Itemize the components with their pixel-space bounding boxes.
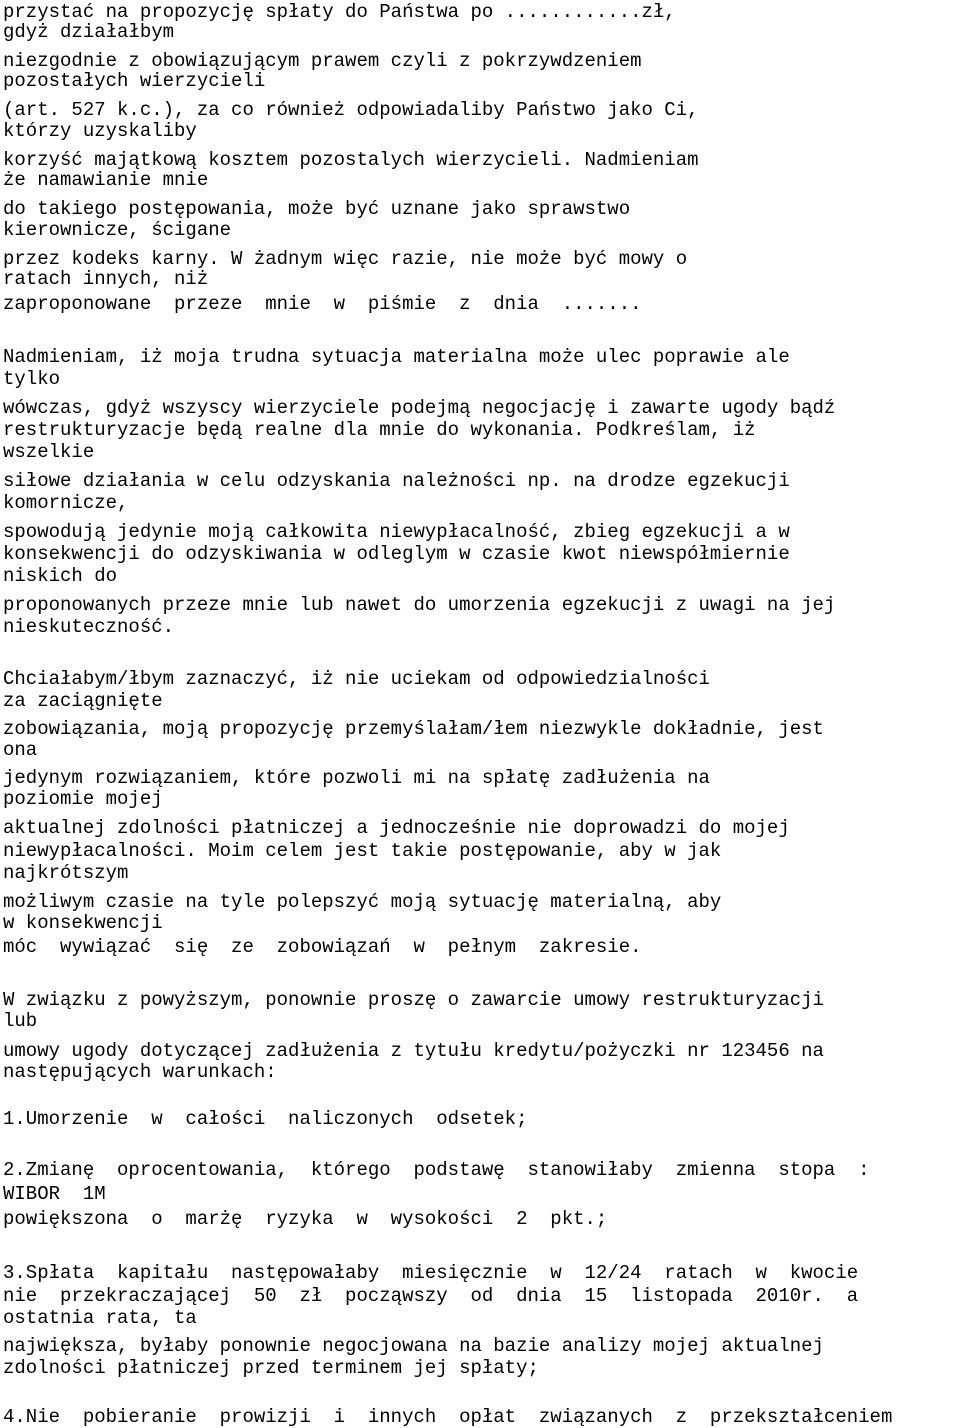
text-line: (art. 527 k.c.), za co również odpowiadaliby Państwo jako Ci, xyxy=(3,99,699,121)
text-line: że namawianie mnie xyxy=(3,169,209,191)
text-line: lub xyxy=(3,1010,38,1032)
text-line: którzy uzyskaliby xyxy=(3,120,197,142)
text-line: restrukturyzacje będą realne dla mnie do wykonania. Podkreślam, iż xyxy=(3,419,756,441)
text-line: niewypłacalności. Moim celem jest takie postępowanie, aby w jak xyxy=(3,840,722,862)
text-line: 3.Spłata kapitału następowałaby miesięcznie w 12/24 ratach w kwocie xyxy=(3,1262,859,1284)
text-line: ratach innych, niż xyxy=(3,268,209,290)
text-line: W związku z powyższym, ponownie proszę o zawarcie umowy restrukturyzacji xyxy=(3,989,824,1011)
text-line: 2.Zmianę oprocentowania, którego podstawę stanowiłaby zmienna stopa : xyxy=(3,1159,870,1181)
text-line: największa, byłaby ponownie negocjowana na bazie analizy mojej aktualnej xyxy=(3,1335,824,1357)
text-line: jedynym rozwiązaniem, które pozwoli mi na spłatę zadłużenia na xyxy=(3,767,710,789)
text-line: konsekwencji do odzyskiwania w odleglym w czasie kwot niewspółmiernie xyxy=(3,543,790,565)
text-line: kierownicze, ścigane xyxy=(3,219,232,241)
text-line: proponowanych przeze mnie lub nawet do umorzenia egzekucji z uwagi na jej xyxy=(3,594,836,616)
text-line: za zaciągnięte xyxy=(3,690,163,712)
text-line: niezgodnie z obowiązującym prawem czyli z pokrzywdzeniem xyxy=(3,50,642,72)
text-line: nie przekraczającej 50 zł począwszy od dnia 15 listopada 2010r. a xyxy=(3,1285,859,1307)
text-line: ostatnia rata, ta xyxy=(3,1307,197,1329)
text-line: wówczas, gdyż wszyscy wierzyciele podejmą negocjację i zawarte ugody bądź xyxy=(3,397,836,419)
text-line: umowy ugody dotyczącej zadłużenia z tytułu kredytu/pożyczki nr 123456 na xyxy=(3,1040,824,1062)
text-line: gdyż działałbym xyxy=(3,21,175,43)
text-line: pozostałych wierzycieli xyxy=(3,70,266,92)
text-line: Nadmieniam, iż moja trudna sytuacja materialna może ulec poprawie ale xyxy=(3,346,790,368)
text-line: Chciałabym/łbym zaznaczyć, iż nie uciekam od odpowiedzialności xyxy=(3,668,710,690)
text-line: siłowe działania w celu odzyskania należności np. na drodze egzekucji xyxy=(3,470,790,492)
text-line: tylko xyxy=(3,368,61,390)
text-line: WIBOR 1M xyxy=(3,1183,106,1205)
text-line: ona xyxy=(3,739,38,761)
text-line: komornicze, xyxy=(3,492,129,514)
text-line: 1.Umorzenie w całości naliczonych odsetek; xyxy=(3,1108,528,1130)
text-line: nieskuteczność. xyxy=(3,616,175,638)
text-line: następujących warunkach: xyxy=(3,1061,277,1083)
text-line: w konsekwencji xyxy=(3,912,163,934)
text-line: możliwym czasie na tyle polepszyć moją sytuację materialną, aby xyxy=(3,891,722,913)
text-line: spowodują jedynie moją całkowita niewypłacalność, zbieg egzekucji a w xyxy=(3,521,790,543)
text-line: przez kodeks karny. W żadnym więc razie, nie może być mowy o xyxy=(3,248,688,270)
text-line: wszelkie xyxy=(3,441,95,463)
text-line: zdolności płatniczej przed terminem jej spłaty; xyxy=(3,1357,539,1379)
text-line: aktualnej zdolności płatniczej a jednocześnie nie doprowadzi do mojej xyxy=(3,817,790,839)
text-line: najkrótszym xyxy=(3,862,129,884)
text-line: powiększona o marżę ryzyka w wysokości 2 pkt.; xyxy=(3,1208,608,1230)
text-line: 4.Nie pobieranie prowizji i innych opłat związanych z przekształceniem xyxy=(3,1406,893,1428)
text-line: niskich do xyxy=(3,565,118,587)
text-line: przystać na propozycję spłaty do Państwa po ............zł, xyxy=(3,1,676,23)
text-line: korzyść majątkową kosztem pozostalych wierzycieli. Nadmieniam xyxy=(3,149,699,171)
text-line: do takiego postępowania, może być uznane jako sprawstwo xyxy=(3,198,631,220)
text-line: zobowiązania, moją propozycję przemyślałam/łem niezwykle dokładnie, jest xyxy=(3,718,824,740)
text-line: móc wywiązać się ze zobowiązań w pełnym zakresie. xyxy=(3,936,642,958)
text-line: zaproponowane przeze mnie w piśmie z dnia ....... xyxy=(3,293,642,315)
text-line: poziomie mojej xyxy=(3,788,163,810)
